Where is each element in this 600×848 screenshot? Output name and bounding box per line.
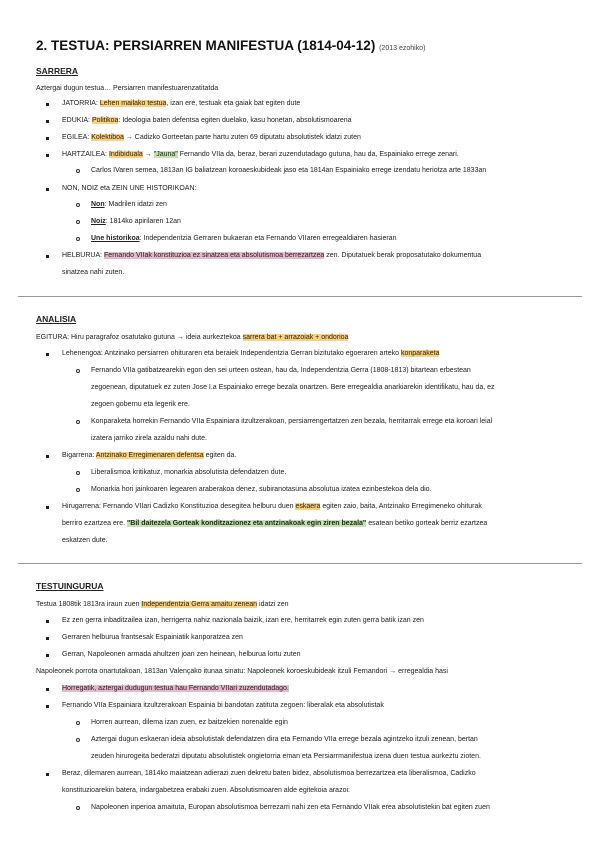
bullet (46, 620, 49, 623)
bullet (46, 773, 49, 776)
l2-line-a: Konparaketa horrekin Fernando VIIa Espainiara itzultzerakoan, persiarrengertatzen zen bezala, herritarrak errege eta koroari leial (91, 418, 493, 425)
noiz-line: Noiz: 1814ko apirilaren 12an (91, 218, 181, 225)
hartzailea-line: HARTZAILEA: Indibiduala → "Jauna" Fernando VIIa da, beraz, berari zuzendutadago gutuna, hau da, Espainiako errege zenari. (62, 151, 459, 158)
helburua-line-2: sinatzea nahi zuten. (62, 269, 125, 276)
bullet (46, 705, 49, 708)
sub-bullet (76, 203, 80, 207)
section-heading-testuingurua: TESTUINGURUA (36, 581, 104, 591)
bullet (46, 154, 49, 157)
l1-line-b: zegoenean, diputatuek ez zuten Jose I.a Espainiako errege bezala onartzen. Bere erregealdia anarkiarekin identifikatu, hau da, ez (91, 384, 495, 391)
highlight: Independentzia Gerra amaitu zenean (141, 601, 258, 608)
jatorria-line: JATORRIA: Lehen mailako testua, izan ere, testuak eta gaiak bat egiten dute (62, 100, 301, 107)
highlight: sarrera bat + arrazoiak + ondorioa (242, 334, 349, 341)
bullet (46, 637, 49, 640)
highlight: Kolektiboa (91, 134, 124, 141)
t2b1-line: Horren aurrean, dilema izan zuen, ez baitzekien norenalde egin (91, 719, 288, 726)
une-line: Une historikoa: Independentzia Gerraren bukaeran eta Fernando VIIaren erregealdiaren hasieran (91, 235, 397, 242)
hirugarrena-line: Hirugarrena: Fernando VIIari Cadizko Konstituzioa desegitea helburu duen eskaera egiten zaio, baita, Antzinako Erregimeneko ohiturak (62, 503, 482, 510)
l1-line-c: zegoen gobernu eta legerik ere. (91, 401, 190, 408)
hirugarrena-line-2: berriro ezartzea ere. "Bil daitezela Gorteak konditzazionez eta antzinakoak egin ziren bezala" esatean betiko gorteak berriz ezartzea (62, 520, 488, 527)
bullet (46, 353, 49, 356)
sub-bullet (76, 471, 80, 475)
page-title (36, 38, 425, 53)
t2b-line: Fernando VIIa Espainiara itzultzerakoan Espainia bi bandotan zatituta zegoen: liberalak eta absolutistak (62, 702, 384, 709)
helburua-line: HELBURUA: Fernando VIIak konstituzioa ez sinatzea eta absolutismoa berrezartzea zen. Diputatuek berak proposatutako dokumentua (62, 252, 482, 259)
sub-bullet (76, 721, 80, 725)
highlight-pink: Fernando VIIak konstituzioa ez sinatzea eta absolutismoa berrezartzea (104, 252, 325, 259)
divider (18, 296, 582, 297)
l2-line-b: izatera jarriko zirela azaldu nahi dute. (91, 435, 207, 442)
hartzailea-sub: Carlos IVaren semea, 1813an IG baliatzean koroaeskubideak jaso eta 1814an Espainiako errege izendatu heriotza arte 1833an (91, 167, 487, 174)
title-note: (2013 ezohiko) (379, 45, 426, 52)
t1-line: Testua 1808tik 1813ra iraun zuen Independentzia Gerra amaitu zenean idatzi zen (36, 601, 289, 608)
t2c-line-2: konstituzioarekin batera, indargabetzea erabaki zuen. Absolutismoaren alde egitekoia arazoi: (62, 787, 350, 794)
highlight: Politikoa (91, 117, 119, 124)
sub-bullet (76, 488, 80, 492)
bullet (46, 506, 49, 509)
highlight-pink: Horregatik, aztergai dudugun testua hau Fernando VIIari zuzendutadago. (62, 685, 289, 692)
highlight: Antzinako Erregimenaren defentsa (95, 452, 204, 459)
lehenengoa-line: Lehenengoa: Antzinako persiarren ohituraren eta beraiek Independentzia Gerran bizitutako egoeraren arteko konparaketa (62, 350, 440, 357)
hirugarrena-line-3: eskatzen dute. (62, 537, 108, 544)
t2-line: Napoleonek porrota onartutakoan, 1813an Valençako itunaa sinatu: Napoleonek koroeskubideak itzuli Fernandori → erregealdia hasi (36, 668, 448, 675)
highlight: Lehen mailako testua (99, 100, 167, 107)
sub-bullet (76, 220, 80, 224)
bigarrena-line: Bigarrena: Antzinako Erregimenaren defentsa egiten da. (62, 452, 237, 459)
sub-bullet (76, 369, 80, 373)
sarrera-intro: Aztergai dugun testua… Persiarren manifestuarenzatitatda (36, 85, 219, 92)
bullet (46, 137, 49, 140)
t2c-line-1: Beraz, dilemaren aurrean, 1814ko maiatzean adierazi zuen dekretu baten bidez, absolutismoa berrezartzea eta liberalismoa, Cadizko (62, 770, 476, 777)
egitura-line: EGITURA: Hiru paragrafoz osatutako gutuna → ideia aurkeztekoa sarrera bat + arrazoiak + ondorioa (36, 334, 349, 341)
t1b-line: Gerraren helburua frantsesak Espainiatik kanporatzea zen (62, 634, 243, 641)
t2c-line-3: Napoleonen inperioa amaituta, Europan absolutismoa berrezarri nahi zen eta Fernando VIIak erea absolutistekin bat egiten zuen (91, 804, 490, 811)
bullet (46, 688, 49, 691)
egilea-line: EGILEA: Kolektiboa → Cadizko Gorteetan parte hartu zuten 69 diputatu absolutistek idatzi zuten (62, 134, 361, 141)
sub-bullet (76, 237, 80, 241)
t1a-line: Ez zen gerra inbaditzailea izan, herrigerra nahiz nazionala baizik, izan ere, herritarrek egin zuten gerra batik izan zen (62, 617, 424, 624)
bullet (46, 654, 49, 657)
edukia-line: EDUKIA: Politikoa: Ideologia baten defentsa egiten duelako, kasu honetan, absolutismoarena (62, 117, 352, 124)
section-heading-analisia: ANALISIA (36, 314, 77, 324)
sub-bullet (76, 420, 80, 424)
t2b2-line-b: zeuden hirurogeita bederatzi diputatu absolutistek ongietorria eman eta Persiarrmanifestua izena duen testua aurkeztu zioten. (91, 753, 481, 760)
title-text: 2. TESTUA: PERSIARREN MANIFESTUA (1814-04-12) (36, 38, 376, 53)
t2b2-line-a: Aztergai dugun eskaeran ideia absolutistak defendatzen dira eta Fernando VIIa errege bezala agintzeko itzuli zenean, bertan (91, 736, 478, 743)
highlight: Indibiduala (108, 151, 143, 158)
section-heading-sarrera: SARRERA (36, 66, 79, 76)
t2a-line (62, 684, 289, 693)
bullet (46, 455, 49, 458)
non-noiz-heading: NON, NOIZ eta ZEIN UNE HISTORIKOAN: (62, 185, 197, 192)
bullet (46, 120, 49, 123)
b2-line: Monarkia hori jainkoaren legearen araberakoa denez, subiranotasuna absolutua izatea ezinbestekoa dela dio. (91, 486, 432, 493)
t1c-line: Gerran, Napoleonen armada ahultzen joan zen heinean, helburua lortu zuten (62, 651, 301, 658)
bullet (46, 103, 49, 106)
bullet (46, 188, 49, 191)
bullet (46, 255, 49, 258)
b1-line: Liberalismoa kritikatuz, monarkia absolutista defendatzen dute. (91, 469, 287, 476)
sub-bullet (76, 738, 80, 742)
divider (18, 563, 582, 564)
highlight-green: "Jauna" (153, 151, 178, 158)
sub-bullet (76, 169, 80, 173)
highlight: eskaera (295, 503, 321, 510)
non-line: Non: Madrilen idatzi zen (91, 201, 167, 208)
l1-line-a: Fernando VIIa gatibatzearekin egon den sei urteen ostean, hau da, Independentzia Gerra (1808-1813) bitartean erbestean (91, 367, 471, 374)
sub-bullet (76, 806, 80, 810)
highlight-green: "Bil daitezela Gorteak konditzazionez eta antzinakoak egin ziren bezala" (126, 520, 367, 527)
highlight: konparaketa (400, 350, 440, 357)
